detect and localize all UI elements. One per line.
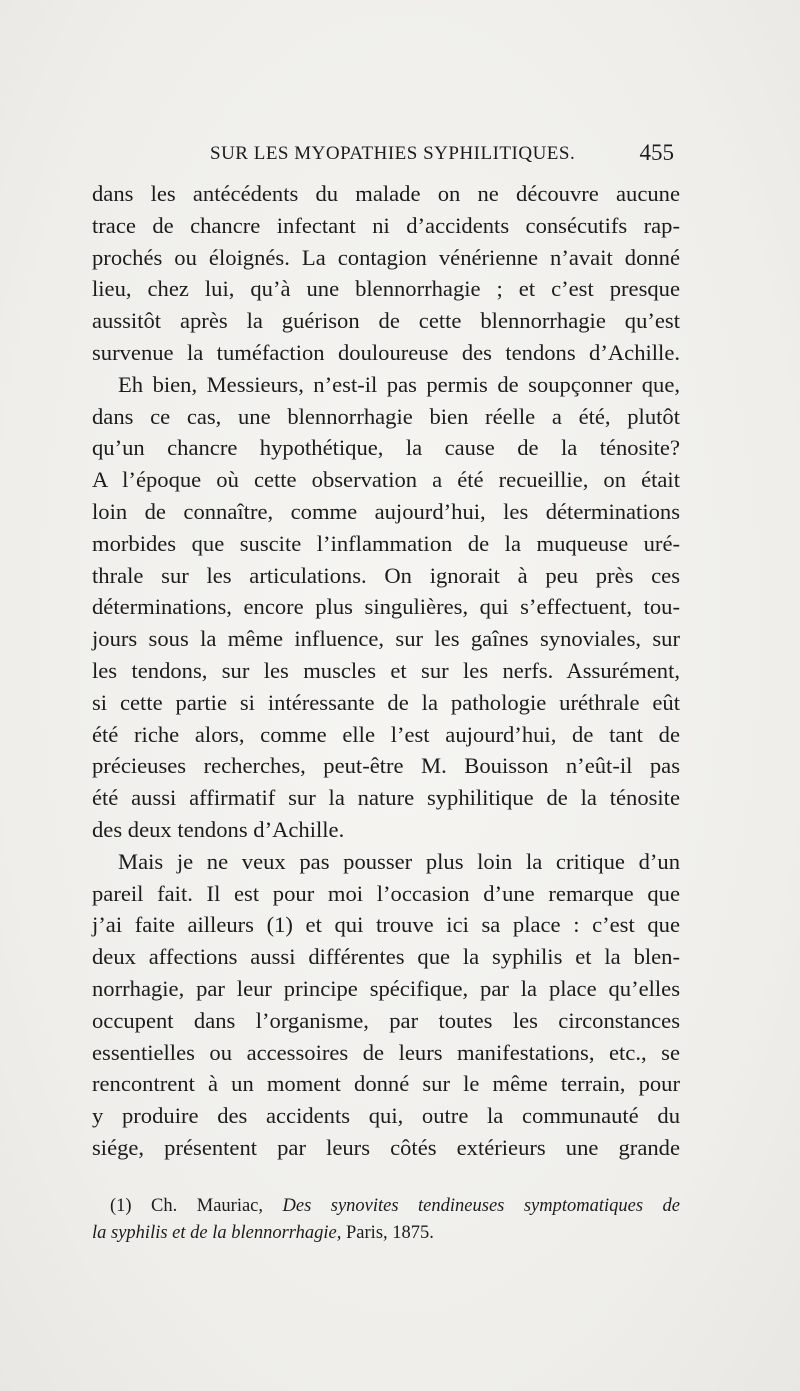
text-line: A l’époque où cette observation a été recueillie, on était <box>92 467 680 493</box>
footnote-line <box>92 1220 680 1247</box>
text-line: Eh bien, Messieurs, n’est-il pas permis de soupçonner que, <box>118 371 680 397</box>
text-line: pareil fait. Il est pour moi l’occasion d’une remarque que <box>92 880 680 906</box>
page-number: 455 <box>639 140 674 165</box>
text-line: deux affections aussi différentes que la syphilis et la blen- <box>92 944 680 970</box>
text-line: jours sous la même influence, sur les gaînes synoviales, sur <box>92 626 680 652</box>
footnote <box>92 1193 680 1247</box>
text-line: j’ai faite ailleurs (1) et qui trouve ici sa place : c’est que <box>92 912 680 938</box>
text-line: loin de connaître, comme aujourd’hui, les déterminations <box>92 498 680 524</box>
footnote-imprint: Paris, 1875. <box>346 1223 434 1243</box>
text-line: norrhagie, par leur principe spécifique, par la place qu’elles <box>92 975 680 1001</box>
text-line: déterminations, encore plus singulières, qui s’effectuent, tou- <box>92 594 680 620</box>
text-line: y produire des accidents qui, outre la communauté du <box>92 1103 680 1129</box>
text-line: des deux tendons d’Achille. <box>92 816 345 842</box>
text-line: siége, présentent par leurs côtés extérieurs une grande <box>92 1134 680 1160</box>
text-line: précieuses recherches, peut-être M. Bouisson n’eût-il pas <box>92 753 680 779</box>
text-line: trace de chancre infectant ni d’accidents consécutifs rap- <box>92 212 680 238</box>
footnote-marker: (1) Ch. Mauriac, <box>110 1196 264 1216</box>
text-line: occupent dans l’organisme, par toutes les circonstances <box>92 1007 680 1033</box>
text-line: essentielles ou accessoires de leurs manifestations, etc., se <box>92 1039 680 1065</box>
text-line: si cette partie si intéressante de la pathologie uréthrale eût <box>92 689 680 715</box>
text-line: été riche alors, comme elle l’est aujourd’hui, de tant de <box>92 721 680 747</box>
body-text <box>92 178 680 1164</box>
text-line: prochés ou éloignés. La contagion vénérienne n’avait donné <box>92 244 680 270</box>
text-line: dans ce cas, une blennorrhagie bien réelle a été, plutôt <box>92 403 680 429</box>
footnote-line <box>92 1193 680 1220</box>
text-line: thrale sur les articulations. On ignorait à peu près ces <box>92 562 680 588</box>
text-line: été aussi affirmatif sur la nature syphilitique de la ténosite <box>92 785 680 811</box>
text-line: dans les antécédents du malade on ne découvre aucune <box>92 181 680 206</box>
footnote-title-part2: la syphilis et de la blennorrhagie, <box>92 1223 342 1243</box>
running-head <box>92 140 682 173</box>
text-line: aussitôt après la guérison de cette blennorrhagie qu’est <box>92 308 680 334</box>
running-title: SUR LES MYOPATHIES SYPHILITIQUES. <box>210 143 576 164</box>
footnote-title-part1: Des synovites tendineuses symptomatiques de <box>282 1196 680 1216</box>
text-line: morbides que suscite l’inflammation de la muqueuse uré- <box>92 530 680 556</box>
text-line: rencontrent à un moment donné sur le même terrain, pour <box>92 1071 680 1097</box>
text-line: les tendons, sur les muscles et sur les nerfs. Assurément, <box>92 657 680 683</box>
text-line: qu’un chancre hypothétique, la cause de la ténosite? <box>92 435 680 461</box>
text-line: lieu, chez lui, qu’à une blennorrhagie ; et c’est presque <box>92 276 680 302</box>
text-line: Mais je ne veux pas pousser plus loin la critique d’un <box>118 848 680 874</box>
text-line: survenue la tuméfaction douloureuse des tendons d’Achille. <box>92 339 680 365</box>
